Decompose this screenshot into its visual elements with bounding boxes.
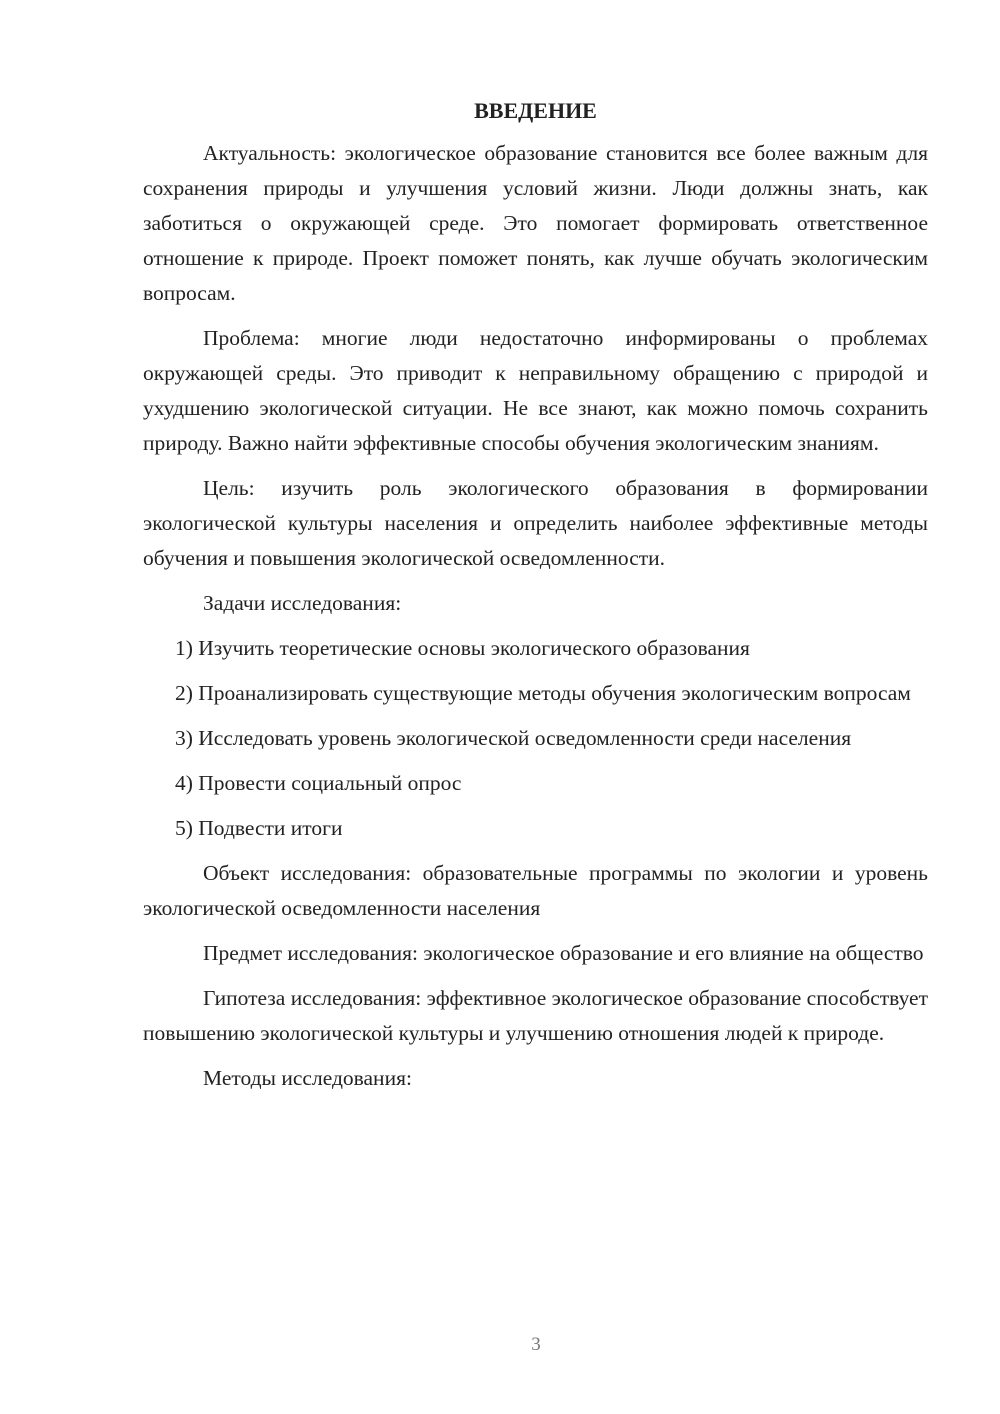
relevance-paragraph: Актуальность: экологическое образование становится все более важным для сохранения природы и улучшения условий жизни. Люди должны знать, как заботиться о окружающей среде. Это помогает формировать ответственное отношение к природе. Проект поможет понять, как лучше обучать экологическим вопросам. bbox=[143, 141, 928, 305]
task-item-3: 3) Исследовать уровень экологической осведомленности среди населения bbox=[175, 726, 852, 750]
goal-paragraph: Цель: изучить роль экологического образования в формировании экологической культуры населения и определить наиболее эффективные методы обучения и повышения экологической осведомленности. bbox=[143, 476, 928, 570]
object-paragraph: Объект исследования: образовательные программы по экологии и уровень экологической осведомленности населения bbox=[143, 861, 928, 920]
task-item-2: 2) Проанализировать существующие методы обучения экологическим вопросам bbox=[175, 681, 911, 705]
task-item-4: 4) Провести социальный опрос bbox=[175, 771, 462, 795]
section-heading: ВВЕДЕНИЕ bbox=[474, 98, 597, 123]
problem-paragraph: Проблема: многие люди недостаточно информированы о проблемах окружающей среды. Это приводит к неправильному обращению с природой и ухудшению экологической ситуации. Не все знают, как можно помочь сохранить природу. Важно найти эффективные способы обучения экологическим знаниям. bbox=[143, 326, 928, 455]
page-number: 3 bbox=[531, 1334, 541, 1355]
methods-title: Методы исследования: bbox=[203, 1066, 412, 1090]
tasks-title: Задачи исследования: bbox=[203, 591, 402, 615]
task-item-5: 5) Подвести итоги bbox=[175, 816, 343, 840]
subject-paragraph: Предмет исследования: экологическое образование и его влияние на общество bbox=[203, 941, 924, 965]
hypothesis-paragraph: Гипотеза исследования: эффективное экологическое образование способствует повышению экологической культуры и улучшению отношения людей к природе. bbox=[143, 986, 928, 1045]
task-item-1: 1) Изучить теоретические основы экологического образования bbox=[175, 636, 750, 660]
